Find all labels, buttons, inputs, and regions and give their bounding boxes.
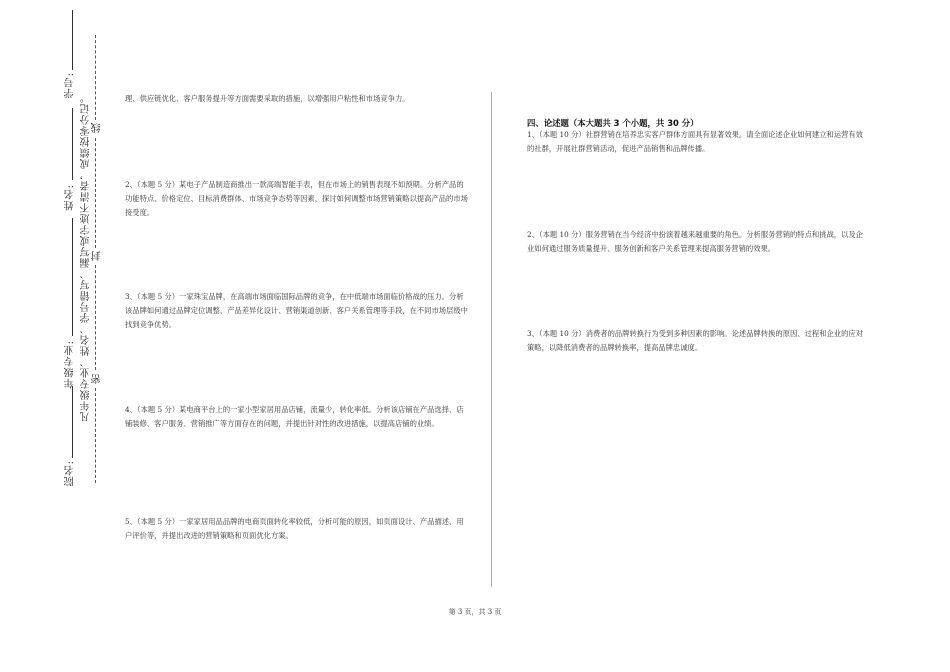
question-5: 5、（本题 5 分）一家家居用品品牌的电商页面转化率较低，分析可能的原因，如页面设计、产品描述、用户评价等，并提出改进的营销策略和页面优化方案。 (125, 517, 464, 540)
question-4: 4、（本题 5 分）某电商平台上的一家小型家居用品店铺，流量少，转化率低。分析该店铺在产品选择、店铺装修、客户服务、营销推广等方面存在的问题，并提出针对性的改进措施，以提高店铺的业绩。 (125, 405, 464, 428)
class-label: 年级专业: (65, 340, 76, 389)
student-no-label: 学号: (65, 72, 76, 99)
school-label: 院名: (65, 460, 76, 487)
seal-mark-xian: 线 (92, 122, 103, 133)
question-3: 3、（本题 5 分）一家珠宝品牌，在高端市场面临国际品牌的竞争，在中低端市场面临价格战的压力。分析该品牌如何通过品牌定位调整、产品差异化设计、营销渠道创新、客户关系管理等手段，在不同市场层级中找到竞争优势。 (125, 292, 468, 329)
binding-line-solid (72, 10, 73, 70)
essay-question-2: 2、（本题 10 分）服务营销在当今经济中扮演着越来越重要的角色。分析服务营销的特点和挑战，以及企业如何通过服务质量提升、服务创新和客户关系管理来提高服务营销的效果。 (527, 230, 863, 253)
binding-line-solid (72, 386, 73, 458)
question-1-continued: 理、供应链优化、客户服务提升等方面需要采取的措施，以增强用户粘性和市场竞争力。 (125, 94, 410, 103)
binding-cut-line (95, 138, 96, 248)
binding-line-solid (72, 218, 73, 336)
binding-line-solid (72, 108, 73, 180)
seal-mark-mi: 密 (92, 373, 103, 384)
page-footer: 第 3 页，共 3 页 (448, 608, 502, 616)
binding-margin (0, 0, 115, 672)
binding-cut-line (95, 388, 96, 483)
essay-question-3: 3、（本题 10 分）消费者的品牌转换行为受到多种因素的影响。论述品牌转换的原因、过程和企业的应对策略，以降低消费者的品牌转换率，提高品牌忠诚度。 (527, 329, 863, 352)
question-2: 2、（本题 5 分）某电子产品制造商推出一款高端智能手表，但在市场上的销售表现不如预期。分析产品的功能特点、价格定位、目标消费群体、市场竞争态势等因素，探讨如何调整市场营销策略以提高产品的市场接受度。 (125, 180, 468, 217)
binding-cut-line (95, 35, 96, 120)
binding-cut-line (95, 265, 96, 370)
essay-question-1: 1、（本题 10 分）社群营销在培养忠实客户群体方面具有显著效果。请全面论述企业如何建立和运营有效的社群，开展社群营销活动，促进产品销售和品牌传播。 (527, 130, 863, 153)
name-label: 姓名: (65, 184, 76, 211)
seal-mark-feng: 封 (92, 250, 103, 261)
binding-notice: 凡年级专业、姓名、学号错写、漏写或字迹不清者，成绩按零分记。 (81, 92, 92, 422)
section-four-title: 四、论述题（本大题共 3 个小题，共 30 分） (527, 118, 699, 128)
column-divider (491, 92, 492, 587)
